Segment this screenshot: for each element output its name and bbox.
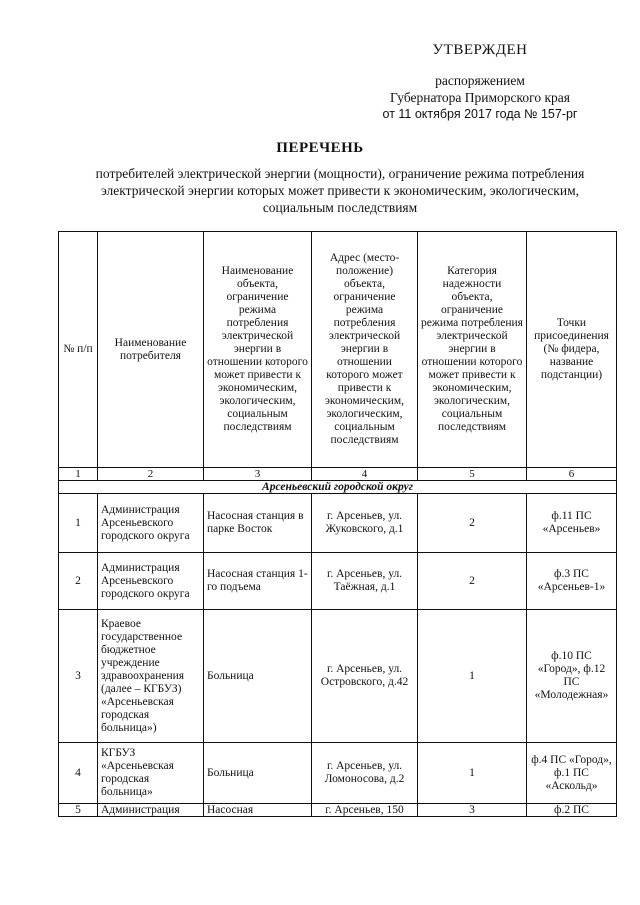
row-number: 3 <box>59 610 98 743</box>
row-consumer: Администрация Арсеньевского городского округа <box>98 494 204 553</box>
row-category: 2 <box>418 494 527 553</box>
row-consumer: Краевое государственное бюджетное учреждение здравоохранения (далее – КГБУЗ) «Арсеньевская городская больница») <box>98 610 204 743</box>
row-address: г. Арсеньев, ул. Ломоносова, д.2 <box>312 743 418 804</box>
row-number: 1 <box>59 494 98 553</box>
header-consumer: Наименование потребителя <box>98 232 204 468</box>
table-header-row <box>59 232 617 468</box>
row-category: 1 <box>418 743 527 804</box>
approval-line-governor: Губернатора Приморского края <box>390 90 570 105</box>
column-number: 1 <box>59 468 98 481</box>
row-address: г. Арсеньев, ул. Жуковского, д.1 <box>312 494 418 553</box>
section-row <box>59 481 617 494</box>
header-connection-point: Точки присоединения (№ фидера, название подстанции) <box>527 232 617 468</box>
column-number: 3 <box>204 468 312 481</box>
row-number: 5 <box>59 804 98 817</box>
table-row <box>59 804 617 817</box>
row-number: 4 <box>59 743 98 804</box>
table-row <box>59 494 617 553</box>
header-address: Адрес (место-положение) объекта, ограничение режима потребления электрической энергии в отношении которого может привести к экономическим, экологическим, социальным последствиям <box>312 232 418 468</box>
column-number: 4 <box>312 468 418 481</box>
row-object: Насосная станция 1-го подъема <box>204 553 312 610</box>
header-category: Категория надежности объекта, ограничение режима потребления электрической энергии в отношении которого может привести к экономическим, экологическим, социальным последствиям <box>418 232 527 468</box>
table-row <box>59 610 617 743</box>
table-row <box>59 553 617 610</box>
row-connection-point: ф.3 ПС «Арсеньев-1» <box>527 553 617 610</box>
row-connection-point: ф.11 ПС «Арсеньев» <box>527 494 617 553</box>
row-connection-point: ф.10 ПС «Город», ф.12 ПС «Молодежная» <box>527 610 617 743</box>
row-object: Насосная станция в парке Восток <box>204 494 312 553</box>
column-number-row <box>59 468 617 481</box>
row-object: Больница <box>204 743 312 804</box>
table-row <box>59 743 617 804</box>
column-number: 2 <box>98 468 204 481</box>
row-number: 2 <box>59 553 98 610</box>
row-address: г. Арсеньев, 150 <box>312 804 418 817</box>
row-object: Насосная <box>204 804 312 817</box>
approval-block <box>360 42 600 123</box>
row-consumer: КГБУЗ «Арсеньевская городская больница» <box>98 743 204 804</box>
row-consumer: Администрация Арсеньевского городского округа <box>98 553 204 610</box>
approval-title: УТВЕРЖДЕН <box>432 42 528 58</box>
row-category: 2 <box>418 553 527 610</box>
section-title: Арсеньевский городской округ <box>59 481 617 494</box>
document-subheading: потребителей электрической энергии (мощности), ограничение режима потребления электрической энергии которых может привести к экономическим, экологическим, социальным последствиям <box>95 166 585 215</box>
header-object: Наименование объекта, ограничение режима потребления электрической энергии в отношении которого может привести к экономическим, экологическим, социальным последствиям <box>204 232 312 468</box>
row-address: г. Арсеньев, ул. Таёжная, д.1 <box>312 553 418 610</box>
consumers-table <box>58 231 617 817</box>
column-number: 5 <box>418 468 527 481</box>
approval-line-order: распоряжением <box>435 73 525 88</box>
row-connection-point: ф.2 ПС <box>527 804 617 817</box>
row-connection-point: ф.4 ПС «Город», ф.1 ПС «Аскольд» <box>527 743 617 804</box>
column-number: 6 <box>527 468 617 481</box>
row-address: г. Арсеньев, ул. Островского, д.42 <box>312 610 418 743</box>
row-category: 3 <box>418 804 527 817</box>
row-category: 1 <box>418 610 527 743</box>
row-consumer: Администрация <box>98 804 204 817</box>
row-object: Больница <box>204 610 312 743</box>
document-heading: ПЕРЕЧЕНЬ <box>276 140 364 156</box>
approval-line-date: от 11 октября 2017 года № 157-рг <box>382 107 578 121</box>
header-number: № п/п <box>59 232 98 468</box>
